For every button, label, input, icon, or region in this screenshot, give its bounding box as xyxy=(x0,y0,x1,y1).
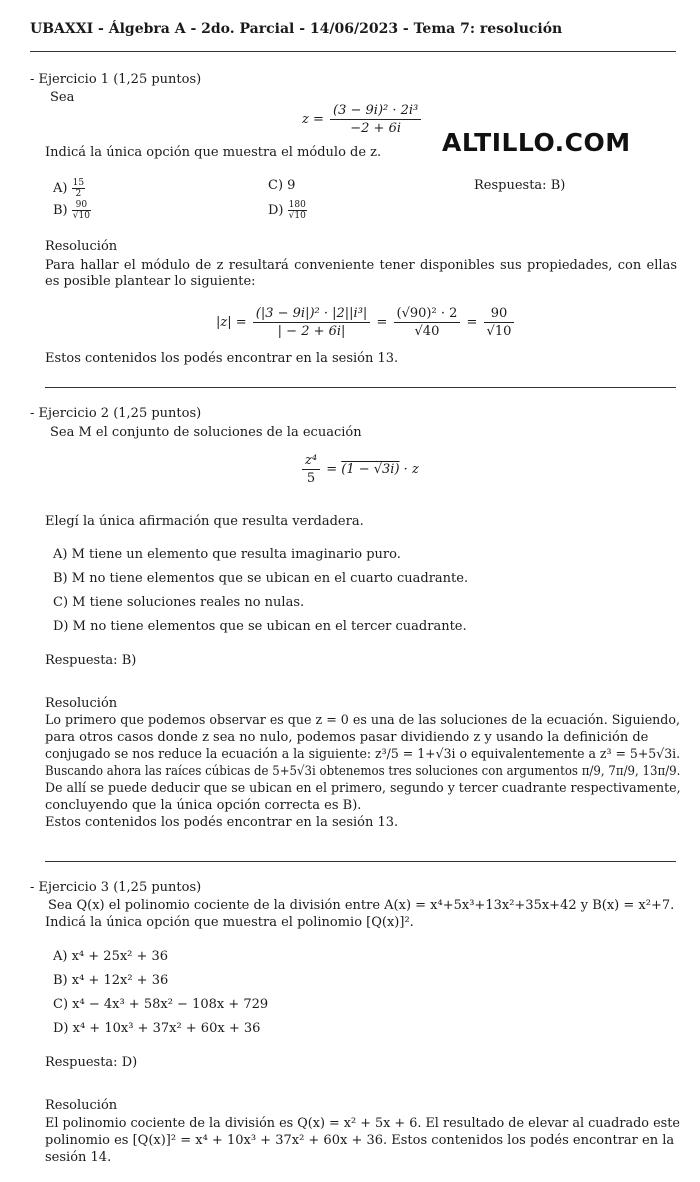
ex1-res-f3-num: 90 xyxy=(484,305,515,323)
ex3-option-d: D) x⁴ + 10x³ + 37x² + 60x + 36 xyxy=(53,1021,261,1036)
ex2-option-a: A) M tiene un elemento que resulta imaginario puro. xyxy=(53,547,401,562)
ex1-resolution-title: Resolución xyxy=(45,239,118,254)
ex1-option-a xyxy=(53,178,85,199)
ex2-option-b: B) M no tiene elementos que se ubican en el cuarto cuadrante. xyxy=(53,571,469,586)
ex3-resolution-line: sesión 14. xyxy=(45,1150,112,1165)
ex1-res-f2-num: (√90)² · 2 xyxy=(394,305,461,323)
ex2-formula xyxy=(300,452,419,487)
ex1-option-b-den: √10 xyxy=(72,211,90,221)
ex1-option-b xyxy=(53,200,91,221)
ex2-intro: Sea M el conjunto de soluciones de la ecuación xyxy=(50,425,362,440)
ex2-formula-eq: = xyxy=(326,462,338,477)
ex1-res-f1-num: (|3 − 9i|)² · |2||i³| xyxy=(253,305,371,323)
ex2-option-c: C) M tiene soluciones reales no nulas. xyxy=(53,595,305,610)
ex1-res-eq2: = xyxy=(466,315,478,330)
ex2-closing: Estos contenidos los podés encontrar en la sesión 13. xyxy=(45,815,399,830)
ex2-formula-tail: · z xyxy=(399,462,419,477)
ex1-divider xyxy=(45,387,676,388)
ex1-option-c-value: 9 xyxy=(287,178,296,193)
ex1-res-f2-den: √40 xyxy=(414,324,440,339)
ex1-formula-denominator: −2 + 6i xyxy=(350,121,402,136)
ex3-option-a: A) x⁴ + 25x² + 36 xyxy=(53,949,169,964)
ex2-resolution-title: Resolución xyxy=(45,696,118,711)
ex2-option-d: D) M no tiene elementos que se ubican en el tercer cuadrante. xyxy=(53,619,467,634)
ex1-option-d-den: √10 xyxy=(288,211,306,221)
ex1-option-a-num: 15 xyxy=(72,178,85,188)
ex1-formula-numerator: (3 − 9i)² · 2i³ xyxy=(330,102,421,120)
ex3-intro-line: Sea Q(x) el polinomio cociente de la división entre A(x) = x⁴+5x³+13x²+35x+42 y B(x) = x²+7. xyxy=(48,898,675,913)
ex1-resolution-formula xyxy=(216,305,516,340)
ex1-prompt: Indicá la única opción que muestra el módulo de z. xyxy=(45,145,382,160)
ex1-option-d-num: 180 xyxy=(288,200,306,210)
ex1-heading: - Ejercicio 1 (1,25 puntos) xyxy=(30,72,202,87)
ex2-divider xyxy=(45,861,676,862)
ex1-intro: Sea xyxy=(50,90,75,105)
ex3-resolution-line: polinomio es [Q(x)]² = x⁴ + 10x³ + 37x² + 60x + 36. Estos contenidos los podés encontrar en la xyxy=(45,1133,675,1148)
ex3-heading: - Ejercicio 3 (1,25 puntos) xyxy=(30,880,202,895)
ex1-option-b-num: 90 xyxy=(72,200,91,211)
ex1-option-d-label: D) xyxy=(268,203,284,218)
ex2-resolution-line: Buscando ahora las raíces cúbicas de 5+5√3i obtenemos tres soluciones con argumentos π/9, 7π/9, 13π/9. xyxy=(45,764,681,779)
ex1-option-c xyxy=(268,178,295,194)
ex1-answer: Respuesta: B) xyxy=(474,178,566,193)
ex1-resolution-text: Para hallar el módulo de z resultará conveniente tener disponibles sus propiedades, con ellas es posible plantear lo siguiente: xyxy=(45,258,677,290)
ex1-res-lhs: |z| = xyxy=(216,315,247,330)
ex2-resolution-line: De allí se puede deducir que se ubican en el primero, segundo y tercer cuadrante respectivamente, xyxy=(45,781,681,796)
ex3-option-c: C) x⁴ − 4x³ + 58x² − 108x + 729 xyxy=(53,997,269,1012)
ex2-resolution-line: para otros casos donde z sea no nulo, podemos pasar dividiendo z y usando la definición de xyxy=(45,730,649,745)
ex3-option-b: B) x⁴ + 12x² + 36 xyxy=(53,973,169,988)
ex1-option-c-label: C) xyxy=(268,178,284,193)
ex2-formula-den: 5 xyxy=(306,471,316,486)
ex3-intro-line: Indicá la única opción que muestra el polinomio [Q(x)]². xyxy=(45,915,414,930)
ex2-answer: Respuesta: B) xyxy=(45,653,137,668)
ex3-resolution-title: Resolución xyxy=(45,1098,118,1113)
ex1-option-a-label: A) xyxy=(53,181,68,196)
ex2-formula-conjugate: (1 − √3i) xyxy=(341,462,400,477)
ex1-formula-lhs: z = xyxy=(302,112,324,127)
ex3-resolution-line: El polinomio cociente de la división es Q(x) = x² + 5x + 6. El resultado de elevar al cuadrado este xyxy=(45,1116,680,1131)
ex2-resolution-line: Lo primero que podemos observar es que z = 0 es una de las soluciones de la ecuación. Siguiendo, xyxy=(45,713,681,728)
ex1-option-b-label: B) xyxy=(53,203,68,218)
ex1-option-d xyxy=(268,200,307,221)
ex2-resolution-line: concluyendo que la única opción correcta es B). xyxy=(45,798,362,813)
ex1-res-f1-den: | − 2 + 6i| xyxy=(277,324,346,339)
page-title: UBAXXI - Álgebra A - 2do. Parcial - 14/06/2023 - Tema 7: resolución xyxy=(30,21,563,37)
ex2-resolution-line: conjugado se nos reduce la ecuación a la siguiente: z³/5 = 1+√3i o equivalentemente a z³ = 5+5√3i. xyxy=(45,747,681,762)
ex1-formula xyxy=(302,102,423,137)
ex2-prompt: Elegí la única afirmación que resulta verdadera. xyxy=(45,514,364,529)
ex3-answer: Respuesta: D) xyxy=(45,1055,138,1070)
ex2-heading: - Ejercicio 2 (1,25 puntos) xyxy=(30,406,202,421)
ex1-option-a-den: 2 xyxy=(75,189,82,199)
ex1-closing: Estos contenidos los podés encontrar en la sesión 13. xyxy=(45,351,399,366)
ex1-res-eq1: = xyxy=(376,315,388,330)
altillo-logo: ALTILLO.COM xyxy=(442,128,631,157)
ex1-res-f3-den: √10 xyxy=(486,324,512,339)
header-divider xyxy=(30,51,676,52)
ex1-formula-fraction xyxy=(330,102,421,137)
ex2-formula-num: z⁴ xyxy=(302,452,320,470)
